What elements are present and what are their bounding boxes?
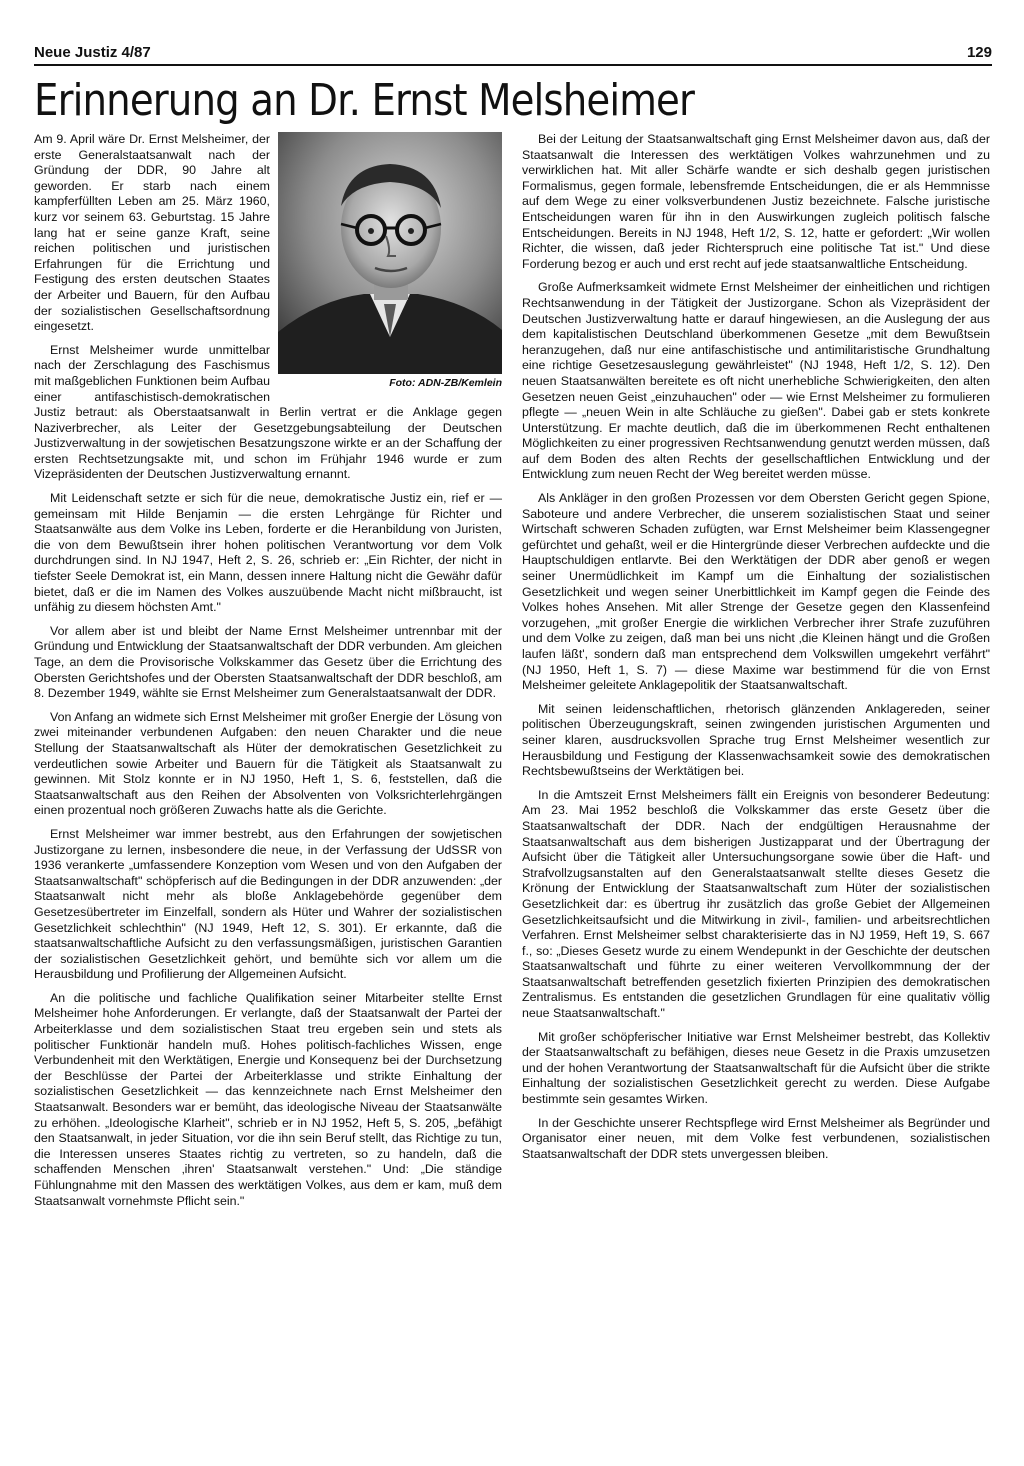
portrait-illustration xyxy=(278,132,502,374)
paragraph: In die Amtszeit Ernst Melsheimers fällt ein Ereignis von besonderer Bedeutung: Am 23. Mai 1952 beschloß die Volkskammer das erste Gesetz über die Staatsanwaltschaft der DDR. Nach der endgültigen Herausnahme der Staatsanwaltschaft aus dem bisherigen Justizapparat und der Übertragung der Aufsicht über die Tätigkeit aller Untersuchungsorgane sowie über die Haft- und Strafvollzugsanstalten auf den Generalstaatsanwalt stellte dieses Gesetz die Krönung der Entwicklung der Staatsanwaltschaft zum Hüter der sozialistischen Gesetzlichkeit dar: es übertrug ihr zusätzlich das große Gebiet der Allgemeinen Gesetzlichkeitsaufsicht und die Mitwirkung in zivil-, familien- und arbeitsrechtlichen Verfahren. Ernst Melsheimer selbst charakterisierte das in NJ 1959, Heft 19, S. 667 f., so: „Dieses Gesetz wurde zu einem Wendepunkt in der Geschichte der deutschen Staatsanwaltschaft und führte zu einer weiteren Vervollkommnung der der Staatsanwaltschaft betreffenden gesetzlich fixierten Prinzipien des demokratischen Zentralismus. Es entstanden die gesetzlichen Grundlagen für eine qualitativ völlig neue Staatsanwaltschaft." xyxy=(522,787,990,1021)
paragraph: Ernst Melsheimer war immer bestrebt, aus den Erfahrungen der sowjetischen Justizorgane zu lernen, insbesondere die neue, in der Verfassung der UdSSR von 1936 verankerte „umfassendere Konzeption vom Wesen und von den Aufgaben der Staatsanwaltschaft" schöpferisch auf die Bedingungen in der DDR anzuwenden: „der Staatsanwalt nicht mehr als bloße Anklagebehörde gegenüber dem Gesetzesübertreter im Einzelfall, sondern als Hüter und Wahrer der sozialistischen Gesetzlichkeit schlechthin" (NJ 1949, Heft 12, S. 301). Er erkannte, daß die staatsanwaltschaftliche Aufsicht zu den verfassungsmäßigen, juristischen Garantien der sozialistischen Gesetzlichkeit gehört, und bemühte sich vor allem um die Herausbildung und Profilierung der Allgemeinen Aufsicht. xyxy=(34,826,502,982)
paragraph: Mit seinen leidenschaftlichen, rhetorisch glänzenden Anklagereden, seiner politischen Überzeugungskraft, seinen zwingenden juristischen Argumenten und seiner klaren, ausdrucksvollen Sprache trug Ernst Melsheimer wesentlich zur Herausbildung und Festigung der Klassenwachsamkeit sowie des demokratischen Rechtsbewußtseins der Werktätigen bei. xyxy=(522,701,990,779)
portrait-photo xyxy=(278,132,502,374)
paragraph: Bei der Leitung der Staatsanwaltschaft ging Ernst Melsheimer davon aus, daß der Staatsanwalt die Interessen des werktätigen Volkes wahrzunehmen und zu verwirklichen hat. Mit aller Schärfe wandte er sich deshalb gegen juristischen Formalismus, gegen formale, lebensfremde Entscheidungen, die er als Hemmnisse auf dem Wege zu einer volksverbundenen Justiz bezeichnete. Falsche juristische Entscheidungen waren für ihn in den Auswirkungen zugleich politisch falsche Entscheidungen. Bereits in NJ 1948, Heft 1/2, S. 12, hatte er gefordert: „Wir wollen Richter, die wissen, daß jeder Richterspruch eine politische Tat ist." Und diese Forderung bezog er auch und erst recht auf jede staatsanwaltliche Entscheidung. xyxy=(522,132,990,271)
paragraph: Vor allem aber ist und bleibt der Name Ernst Melsheimer untrennbar mit der Gründung und Entwicklung der Staatsanwaltschaft der DDR verbunden. Am gleichen Tage, an dem die Provisorische Volkskammer das Gesetz über die Errichtung des Obersten Gerichtshofes und der Obersten Staatsanwaltschaft der DDR beschloß, am 8. Dezember 1949, wählte sie Ernst Melsheimer zum Generalstaatsanwalt der DDR. xyxy=(34,623,502,701)
paragraph: An die politische und fachliche Qualifikation seiner Mitarbeiter stellte Ernst Melsheimer hohe Anforderungen. Er verlangte, daß der Staatsanwalt der Partei der Arbeiterklasse und dem sozialistischen Staat treu ergeben sein und stets als politischer Funktionär handeln muß. Hohes politisch-fachliches Wissen, enge Verbundenheit mit den Werktätigen, Energie und Konsequenz bei der Durchsetzung der Beschlüsse der Partei der Arbeiterklasse und strikte Einhaltung der sozialistischen Gesetzlichkeit — das kennzeichnete nach Ernst Melsheimer den Staatsanwalt. Besonders war er bemüht, das ideologische Niveau der Staatsanwälte zu erhöhen. „Ideologische Klarheit", schrieb er in NJ 1952, Heft 5, S. 205, „befähigt den Staatsanwalt, in jeder Situation, vor die ihn sein Beruf stellt, das Richtige zu tun, die Interessen unseres Staates richtig zu vertreten, so zu handeln, daß die schaffenden Menschen ‚ihren' Staatsanwalt verstehen." Und: „Die ständige Fühlungnahme mit den Massen des werktätigen Volkes, aus dem er kam, muß dem Staatsanwalt vornehmste Pflicht sein." xyxy=(34,990,502,1208)
right-column xyxy=(522,132,990,1170)
left-column xyxy=(34,132,502,1217)
paragraph: Als Ankläger in den großen Prozessen vor dem Obersten Gericht gegen Spione, Saboteure und andere Verbrecher, die unserem sozialistischen Staat und seiner Wirtschaft schweren Schaden zufügten, war Ernst Melsheimer beim Klassengegner gefürchtet und gehaßt, weil er die Hintergründe dieser Verbrechen aufdeckte und die Hauptschuldigen entlarvte. Bei den Werktätigen der DDR aber genoß er wegen seiner Unermüdlichkeit im Kampf um die Einhaltung der sozialistischen Gesetzlichkeit und wegen seiner Unerbittlichkeit im Kampf gegen die Feinde des Volkes hohes Ansehen. Mit aller Strenge der Gesetze gegen den Klassenfeind vorzugehen, „mit großer Energie die wirklichen Verbrecher ihrer Strafe zuzuführen und dem Volke zu zeigen, daß man bei uns nicht ‚die Kleinen hängt und die Großen laufen läßt', sondern daß man entsprechend dem Volkswillen umgekehrt verfährt" (NJ 1950, Heft 1, S. 7) — diese Maxime war bestimmend für die von Ernst Melsheimer geleitete Anklagepolitik der Staatsanwaltschaft. xyxy=(522,491,990,693)
page-number: 129 xyxy=(966,44,992,61)
paragraph: Ernst Melsheimer wurde unmittelbar nach der Zerschlagung des Faschismus mit maßgeblichen Funktionen beim Aufbau einer antifaschistisch-demokratischen Justiz betraut: als Oberstaatsanwalt in Berlin vertrat er die Anklage gegen Naziverbrecher, als Leiter der Gesetzgebungsabteilung der Deutschen Justizverwaltung in der sowjetischen Besatzungszone wirkte er an der Schaffung der ersten Rechtsetzungsakte mit, und schon im Frühjahr 1946 wurde er zum Vizepräsidenten der Deutschen Justizverwaltung ernannt. xyxy=(34,342,502,482)
paragraph: Mit großer schöpferischer Initiative war Ernst Melsheimer bestrebt, das Kollektiv der Staatsanwaltschaft zu befähigen, dieses neue Gesetz in die Praxis umzusetzen und der hohen Verantwortung der Staatsanwaltschaft für die Aufsicht über die strikte Einhaltung der sozialistischen Gesetzlichkeit gerecht zu werden. Diese Aufgabe bestimmte sein gesamtes Wirken. xyxy=(522,1029,990,1107)
paragraph: Mit Leidenschaft setzte er sich für die neue, demokratische Justiz ein, rief er — gemeinsam mit Hilde Benjamin — die ersten Lehrgänge für Richter und Staatsanwälte aus dem Volke ins Leben, forderte er die Heranbildung von Juristen, die von dem Bewußtsein ihrer hohen politischen Verantwortung vor dem Volk durchdrungen sind. In NJ 1947, Heft 2, S. 26, schrieb er: „Ein Richter, der nicht in tiefster Seele Demokrat ist, ein Mann, dessen innere Haltung nicht die Gewähr dafür bietet, daß er die im Namen des Volkes auszuübende Macht nicht mißbraucht, ist unfähig zu diesem höchsten Amt." xyxy=(34,491,502,615)
photo-credit: Foto: ADN-ZB/Kemlein xyxy=(389,377,502,389)
journal-issue: Neue Justiz 4/87 xyxy=(34,44,151,61)
paragraph: Am 9. April wäre Dr. Ernst Melsheimer, der erste Generalstaatsanwalt nach der Gründung der DDR, 90 Jahre alt geworden. Er starb nach einem kampferfüllten Leben am 25. März 1960, kurz vor seinem 63. Geburtstag. 15 Jahre lang hat er seine ganze Kraft, seine reichen politischen und juristischen Erfahrungen für die Errichtung und Festigung des ersten deutschen Staates der Arbeiter und Bauern, für den Aufbau der sozialistischen Gesellschaftsordnung eingesetzt. xyxy=(34,132,270,334)
paragraph: Von Anfang an widmete sich Ernst Melsheimer mit großer Energie der Lösung von zwei miteinander verbundenen Aufgaben: den neuen Charakter und die neue Stellung der Staatsanwaltschaft als Hüter der demokratischen Gesetzlichkeit zu verdeutlichen sowie Arbeiter und Bauern für die Tätigkeit als Staatsanwalt zu gewinnen. Mit Stolz konnte er in NJ 1950, Heft 1, S. 6, feststellen, daß die Staatsanwaltschaft aus den Reihen der Absolventen von Volksrichterlehrgängen einen prozentual noch größeren Zuwachs hatte als die Gerichte. xyxy=(34,709,502,818)
paragraph: Große Aufmerksamkeit widmete Ernst Melsheimer der einheitlichen und richtigen Rechtsanwendung in der Tätigkeit der Justizorgane. Schon als Vizepräsident der Deutschen Justizverwaltung hatte er darauf hingewiesen, an die Auslegung der aus dem kapitalistischen Deutschland überkommenen Gesetze „mit dem Bewußtsein heranzugehen, daß nur eine antifaschistische und antimilitaristische Grundhaltung eine richtige Gesetzesauslegung gewährleistet" (NJ 1948, Heft 1/2, S. 12). Den neuen Staatsanwälten bereitete es oft nicht unerhebliche Schwierigkeiten, den alten Gesetzen neuen Geist „einzuhauchen" oder — wie Ernst Melsheimer zu formulieren pflegte — „neuen Wein in alte Schläuche zu gießen". Dabei gab er stets konkrete Unterstützung. Er machte deutlich, daß die im überkommenen Recht enthaltenen Möglichkeiten zu einer progressiven Rechtsanwendung genutzt werden müssen, daß auf dem Boden des alten Rechts der gesellschaftlichen Entwicklung und der Entwicklung zum neuen Recht der Weg bereitet werden müsse. xyxy=(522,280,990,482)
paragraph: In der Geschichte unserer Rechtspflege wird Ernst Melsheimer als Begründer und Organisator einer neuen, mit dem Volke fest verbundenen, sozialistischen Staatsanwaltschaft der DDR stets unvergessen bleiben. xyxy=(522,1115,990,1161)
article-title: Erinnerung an Dr. Ernst Melsheimer xyxy=(34,75,695,126)
running-header xyxy=(34,44,992,66)
portrait-figure xyxy=(278,132,502,390)
